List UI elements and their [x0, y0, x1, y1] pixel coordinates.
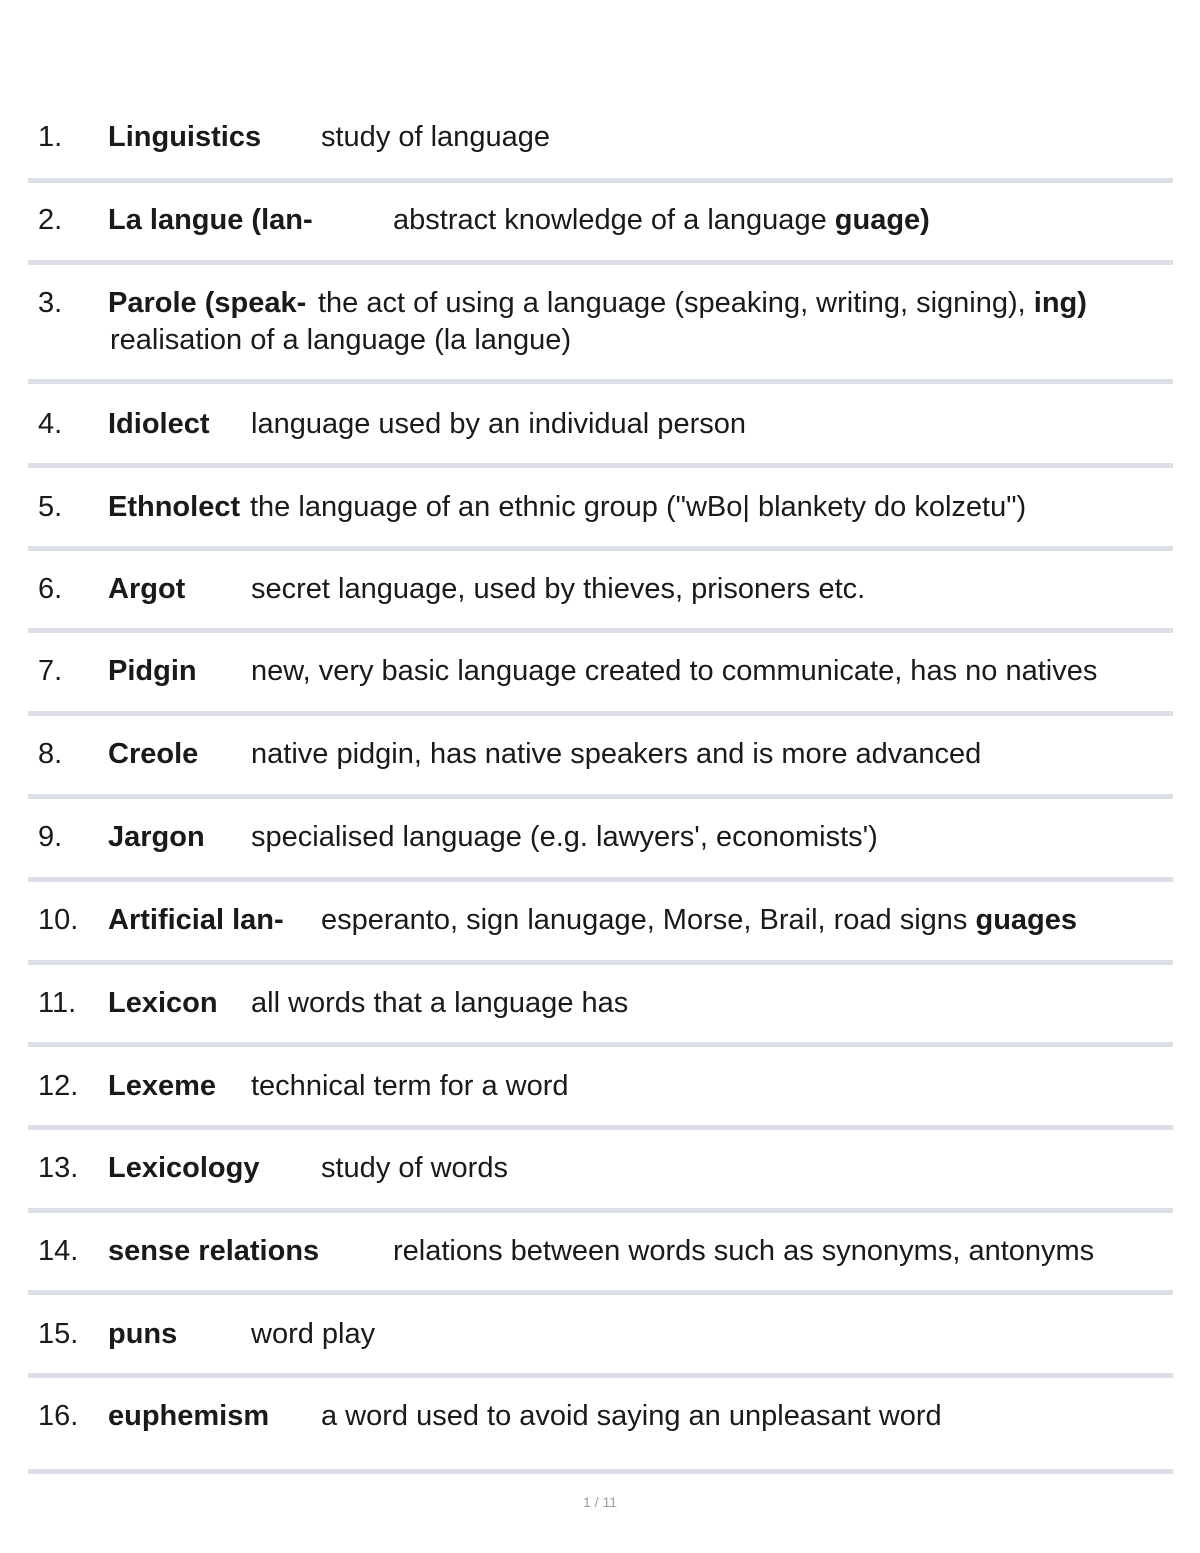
item-definition: study of words [321, 1152, 508, 1184]
item-definition [318, 285, 1087, 322]
item-number: 4. [38, 408, 63, 440]
item-number: 6. [38, 573, 63, 605]
item-term: Creole [108, 738, 199, 770]
definition-text: the act of using a language (speaking, writing, signing), [318, 287, 1034, 319]
divider [28, 628, 1173, 633]
divider [28, 1208, 1173, 1213]
item-definition: a word used to avoid saying an unpleasant word [321, 1400, 942, 1432]
page-indicator: 1 / 11 [583, 1494, 617, 1510]
item-definition: relations between words such as synonyms, antonyms [393, 1235, 1095, 1267]
item-term: sense relations [108, 1235, 320, 1267]
divider [28, 546, 1173, 551]
divider [28, 463, 1173, 468]
item-term: Idiolect [108, 408, 210, 440]
divider [28, 178, 1173, 183]
item-number: 7. [38, 655, 63, 687]
divider [28, 711, 1173, 716]
item-definition: native pidgin, has native speakers and is more advanced [251, 738, 982, 770]
item-definition: new, very basic language created to communicate, has no natives [251, 655, 1098, 687]
term-continuation: ing) [1033, 287, 1087, 319]
divider [28, 1290, 1173, 1295]
item-term: Jargon [108, 821, 205, 853]
item-number: 10. [38, 904, 79, 936]
term-continuation: guages [975, 904, 1078, 936]
item-term: Argot [108, 573, 186, 605]
item-number: 15. [38, 1318, 79, 1350]
definition-text: abstract knowledge of a language [393, 204, 835, 236]
item-number: 14. [38, 1235, 79, 1267]
item-number: 16. [38, 1400, 79, 1432]
item-term: Lexicology [108, 1152, 260, 1184]
item-definition-continuation: realisation of a language (la langue) [110, 324, 572, 356]
item-definition: technical term for a word [251, 1070, 569, 1102]
item-definition: language used by an individual person [251, 408, 746, 440]
item-term: Parole (speak- [108, 287, 307, 319]
item-term: Lexicon [108, 987, 218, 1019]
item-number: 8. [38, 738, 63, 770]
divider [28, 794, 1173, 799]
item-number: 1. [38, 121, 63, 153]
item-number: 11. [38, 987, 77, 1019]
item-definition: secret language, used by thieves, prisoners etc. [251, 573, 866, 605]
item-number: 12. [38, 1070, 79, 1102]
item-number: 2. [38, 204, 63, 236]
divider [28, 1042, 1173, 1047]
item-term: puns [108, 1318, 178, 1350]
divider [28, 960, 1173, 965]
item-term: Pidgin [108, 655, 197, 687]
item-definition [393, 202, 930, 239]
definition-text: esperanto, sign lanugage, Morse, Brail, road signs [321, 904, 976, 936]
item-number: 9. [38, 821, 63, 853]
item-term: Artificial lan- [108, 904, 284, 936]
item-definition: word play [251, 1318, 376, 1350]
item-term: Ethnolect [108, 491, 241, 523]
divider [28, 1125, 1173, 1130]
item-number: 5. [38, 491, 63, 523]
divider [28, 877, 1173, 882]
item-term: Linguistics [108, 121, 262, 153]
divider [28, 1469, 1173, 1474]
item-number: 3. [38, 287, 63, 319]
divider [28, 379, 1173, 384]
divider [28, 1373, 1173, 1378]
item-definition: specialised language (e.g. lawyers', economists') [251, 821, 878, 853]
item-definition: study of language [321, 121, 550, 153]
item-term: euphemism [108, 1400, 270, 1432]
item-definition: the language of an ethnic group ("wBo| blankety do kolzetu") [250, 491, 1027, 523]
term-continuation: guage) [834, 204, 930, 236]
item-term: Lexeme [108, 1070, 217, 1102]
item-term: La langue (lan- [108, 204, 313, 236]
divider [28, 260, 1173, 265]
item-definition: all words that a language has [251, 987, 629, 1019]
item-definition [321, 902, 1077, 939]
item-number: 13. [38, 1152, 79, 1184]
